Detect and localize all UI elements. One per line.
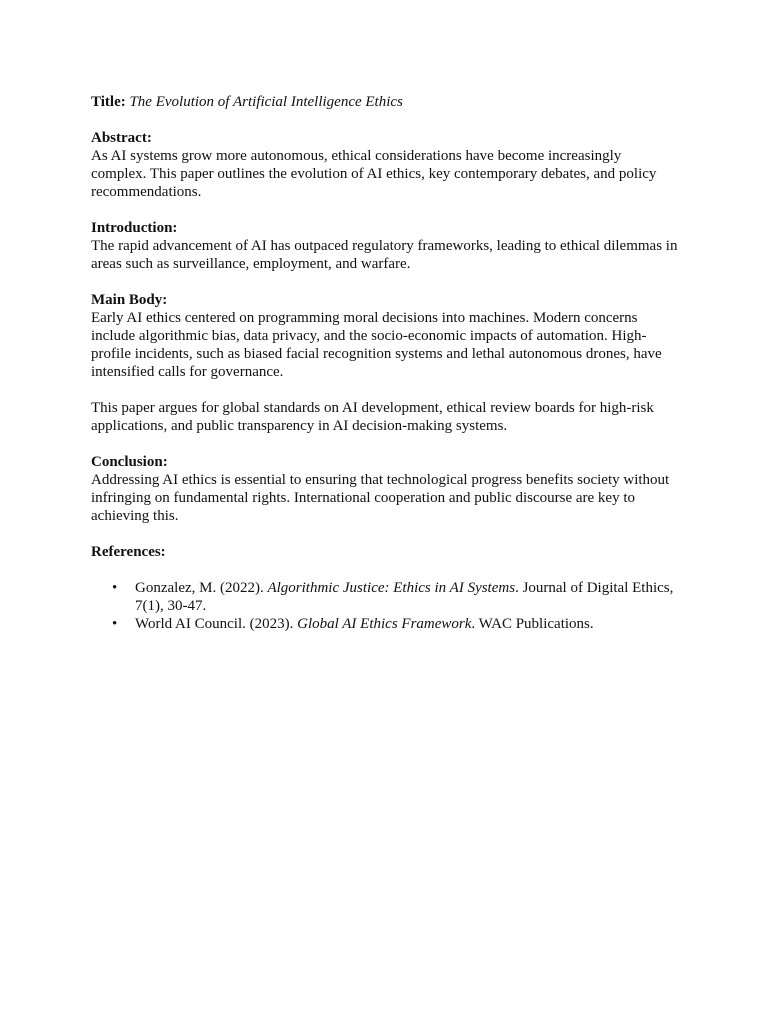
- abstract-heading: Abstract:: [91, 130, 152, 146]
- reference-title: Algorithmic Justice: Ethics in AI Systems: [267, 580, 516, 596]
- main-body-heading: Main Body:: [91, 292, 168, 308]
- introduction-heading: Introduction:: [91, 220, 178, 236]
- main-body-paragraph-2-block: [91, 399, 680, 435]
- reference-suffix: . WAC Publications.: [471, 616, 594, 632]
- reference-title: Global AI Ethics Framework: [297, 616, 472, 632]
- conclusion-heading: Conclusion:: [91, 454, 168, 470]
- conclusion-section: [91, 453, 680, 525]
- references-heading: References:: [91, 544, 166, 560]
- bullet-icon: •: [112, 580, 118, 596]
- reference-prefix: Gonzalez, M. (2022).: [135, 580, 268, 596]
- title-label: Title:: [91, 94, 126, 110]
- abstract-section: [91, 129, 680, 201]
- reference-item: [112, 579, 680, 615]
- reference-item: [112, 615, 680, 633]
- title-line: [91, 93, 680, 111]
- main-body-section: [91, 291, 680, 381]
- conclusion-text: Addressing AI ethics is essential to ensuring that technological progress benefits society without infringing on fundamental rights. International cooperation and public discourse are key to achieving this.: [91, 472, 670, 524]
- reference-prefix: World AI Council. (2023).: [135, 616, 298, 632]
- references-list: [91, 579, 680, 633]
- document-title: The Evolution of Artificial Intelligence Ethics: [129, 94, 403, 110]
- reference-suffix: . Journal of Digital Ethics, 7(1), 30-47.: [135, 580, 674, 614]
- main-body-paragraph-1: Early AI ethics centered on programming moral decisions into machines. Modern concerns include algorithmic bias, data privacy, and the socio-economic impacts of automation. High-profile incidents, such as biased facial recognition systems and lethal autonomous drones, have intensified calls for governance.: [91, 310, 662, 380]
- introduction-section: [91, 219, 680, 273]
- abstract-text: As AI systems grow more autonomous, ethical considerations have become increasingly complex. This paper outlines the evolution of AI ethics, key contemporary debates, and policy recommendations.: [91, 148, 657, 200]
- introduction-text: The rapid advancement of AI has outpaced regulatory frameworks, leading to ethical dilemmas in areas such as surveillance, employment, and warfare.: [91, 238, 678, 272]
- references-section: [91, 543, 680, 633]
- bullet-icon: •: [112, 616, 118, 632]
- main-body-paragraph-2: This paper argues for global standards on AI development, ethical review boards for high-risk applications, and public transparency in AI decision-making systems.: [91, 400, 654, 434]
